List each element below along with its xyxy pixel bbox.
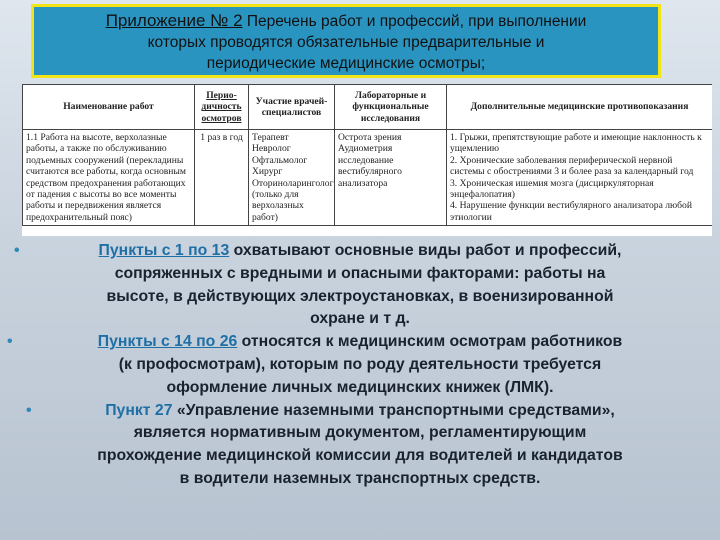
title-line-3: периодические медицинские осмотры; [206, 55, 486, 72]
bullet-1-highlight: Пункты с 1 по 13 [98, 242, 230, 259]
cell-doctors [249, 130, 335, 226]
doctor-item: Офтальмолог [252, 154, 308, 166]
doctor-item: Оториноларинголог (только для верхолазных работ) [252, 177, 334, 223]
bullet-2-highlight: Пункты с 14 по 26 [97, 333, 238, 351]
header-period: Перио-дичность осмотров [195, 85, 249, 130]
title-line-2: которых проводятся обязательные предварительные и [147, 34, 545, 51]
header-tests: Лабораторные и функциональные исследования [335, 85, 447, 130]
contra-item: 3. Хроническая ишемия мозга (дисциркуляторная энцефалопатия) [450, 177, 654, 201]
bullet-dot-icon: • [26, 401, 32, 419]
cell-tests: Острота зрения Аудиометрия исследование вестибулярного анализатора [335, 130, 447, 226]
title-lead: Приложение № 2 [105, 11, 243, 30]
cell-contra [447, 130, 713, 226]
header-work: Наименование работ [23, 85, 195, 130]
bullet-item-2: • Пункты с 14 по 26 относятся к медицинским осмотрам работников (к профосмотрам), которым по роду деятельности требуется оформление личных медицинских книжек (ЛМК). [7, 333, 623, 396]
doctor-item: Терапевт [252, 132, 289, 143]
bullet-dot-icon: • [14, 242, 20, 259]
bullet-list [0, 240, 720, 491]
bullet-dot-icon: • [7, 333, 13, 351]
contra-item: 2. Хронические заболевания периферической нервной системы с обострениями 3 и более раза за календарный год [450, 154, 694, 178]
contra-item: 4. Нарушение функции вестибулярного анализатора любой этиологии [450, 200, 692, 223]
header-doctors: Участие врачей-специалистов [249, 85, 335, 130]
cell-work: 1.1 Работа на высоте, верхолазные работы, а также по обслуживанию подъемных сооружений (перекладины считаются все работы, когда основным средством предохранения работающих от падения с высоты во все моменты работы и передвижения является предохранительный пояс) [23, 130, 195, 226]
doctor-item: Хирург [252, 166, 283, 178]
table-row [23, 130, 713, 226]
doctor-item: Невролог [252, 143, 291, 155]
title-line-1 [34, 10, 658, 32]
cell-period: 1 раз в год [195, 130, 249, 226]
header-contra: Дополнительные медицинские противопоказания [447, 85, 713, 130]
table-header-row [23, 85, 713, 130]
regulation-table-excerpt [22, 84, 712, 236]
regulation-table [22, 84, 712, 226]
bullet-item-1: • Пункты с 1 по 13 охватывают основные виды работ и профессий, сопряженных с вредными и опасными факторами: работы на высоте, в действующих электроустановках, в военизированной охране и т д. [14, 242, 622, 328]
bullet-3-highlight: Пункт 27 [105, 401, 173, 419]
contra-item: 1. Грыжи, препятствующие работе и имеющие наклонность к ущемлению [450, 132, 702, 155]
title-line-1-text: Перечень работ и профессий, при выполнении [242, 13, 587, 30]
bullet-item-3: • Пункт 27 «Управление наземными транспортными средствами», является нормативным документом, регламентирующим прохождение медицинской комиссии для водителей и кандидатов в водители наземных транспортных средств. [26, 401, 623, 487]
slide-title [31, 4, 661, 78]
